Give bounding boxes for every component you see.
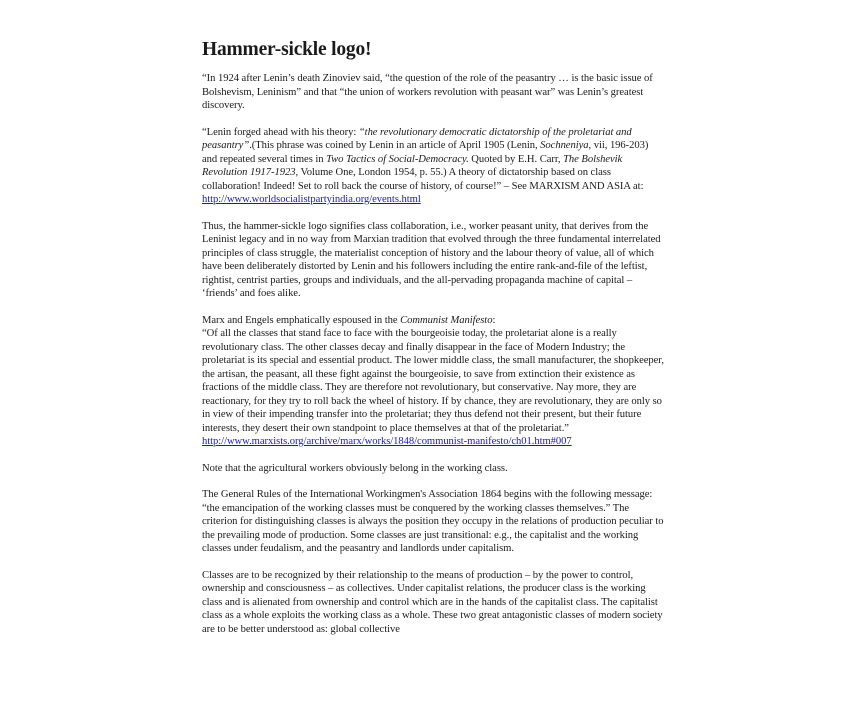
paragraph-class-collaboration: Thus, the hammer-sickle logo signifies class collaboration, i.e., worker peasant unity, that derives from the Leninist legacy and in no way from Marxian tradition that evolved through the three fundamental interrelated principles of class struggle, the materialist conception of history and the labour theory of value, all of which have been deliberately distorted by Lenin and his followers including the entire rank-and-file of the leftist, rightist, centrist parties, groups and individuals, and the all-pervading propaganda machine of capital – ‘friends’ and foes alike.	[202, 220, 661, 299]
text-run: Volume One, London 1954, p. 55.) A theory of dictatorship based on class collaboration! Indeed! Set to roll back the course of history, of course!” – See MARXISM AND ASIA at:	[202, 167, 644, 192]
italic-title-communist-manifesto: Communist Manifesto	[400, 314, 493, 326]
paragraph-means-of-production: Classes are to be recognized by their relationship to the means of production – by the power to control, ownership and consciousness – as collectives. Under capitalist relations, the producer class is the working class and is alienated from ownership and control which are in the hands of the capitalist class. The capitalist class as a whole exploits the working class as a whole. These two great antagonistic classes of modern society are to be better understood as: global collective	[202, 569, 663, 635]
text-run: :	[492, 314, 496, 326]
paragraph-general-rules: The General Rules of the International Workingmen's Association 1864 begins with the following message: “the emancipation of the working classes must be conquered by the working classes themselves.” The criterion for distinguishing classes is always the position they occupy in the relations of production peculiar to the prevailing mode of production. Some classes are just transitional: e.g., the capitalist and the working classes under feudalism, and the peasantry and landlords under capitalism.	[202, 489, 664, 554]
italic-title-sochneniya: Sochneniya,	[540, 140, 592, 151]
page-title: Hammer-sickle logo!	[202, 39, 372, 60]
paragraph-communist-manifesto	[202, 314, 664, 449]
link-worldsocialistparty[interactable]: http://www.worldsocialistpartyindia.org/events.html	[202, 194, 421, 205]
paragraph-lenin-theory	[202, 126, 664, 207]
text-run: Marx and Engels emphatically espoused in the	[202, 314, 401, 326]
paragraph-agricultural-workers: Note that the agricultural workers obviously belong in the working class.	[202, 462, 508, 474]
document-body	[202, 38, 664, 636]
manifesto-quote: “Of all the classes that stand face to face with the bourgeoisie today, the proletariat alone is a really revolutionary class. The other classes decay and finally disappear in the face of Modern Industry; the proletariat is its special and essential product. The lower middle class, the small manufacturer, the shopkeeper, the artisan, the peasant, all these fight against the bourgeoisie, to save from extinction their existence as fractions of the middle class. They are therefore not revolutionary, but conservative. Nay more, they are reactionary, for they try to roll back the wheel of history. If by chance, they are revolutionary, they are only so in view of their impending transfer into the proletariat; they thus defend not their present, but their future interests, they desert their own standpoint to place themselves at that of the proletariat.”	[202, 328, 664, 434]
text-run: “Lenin forged ahead with his theory:	[202, 126, 359, 138]
paragraph-zinoviev-quote: “In 1924 after Lenin’s death Zinoviev said, “the question of the role of the peasantry … is the basic issue of Bolshevism, Leninism” and that “the union of workers revolution with peasant war” was Lenin’s greatest discovery.	[202, 73, 653, 111]
italic-title-bolshevik-revolution: The Bolshevik Revolution 1917-1923,	[202, 153, 623, 178]
italic-title-two-tactics: Two Tactics of Social-Democracy.	[326, 153, 469, 165]
text-run: vii, 196-203) and repeated several times in	[202, 140, 649, 165]
link-marxists-org[interactable]: http://www.marxists.org/archive/marx/works/1848/communist-manifesto/ch01.htm#007	[202, 436, 572, 447]
italic-phrase: “the revolutionary democratic dictatorship of the proletariat and peasantry”	[202, 126, 632, 151]
text-run: .(This phrase was coined by Lenin in an article of April 1905 (Lenin,	[249, 140, 541, 151]
text-run: Quoted by E.H. Carr,	[468, 153, 564, 165]
